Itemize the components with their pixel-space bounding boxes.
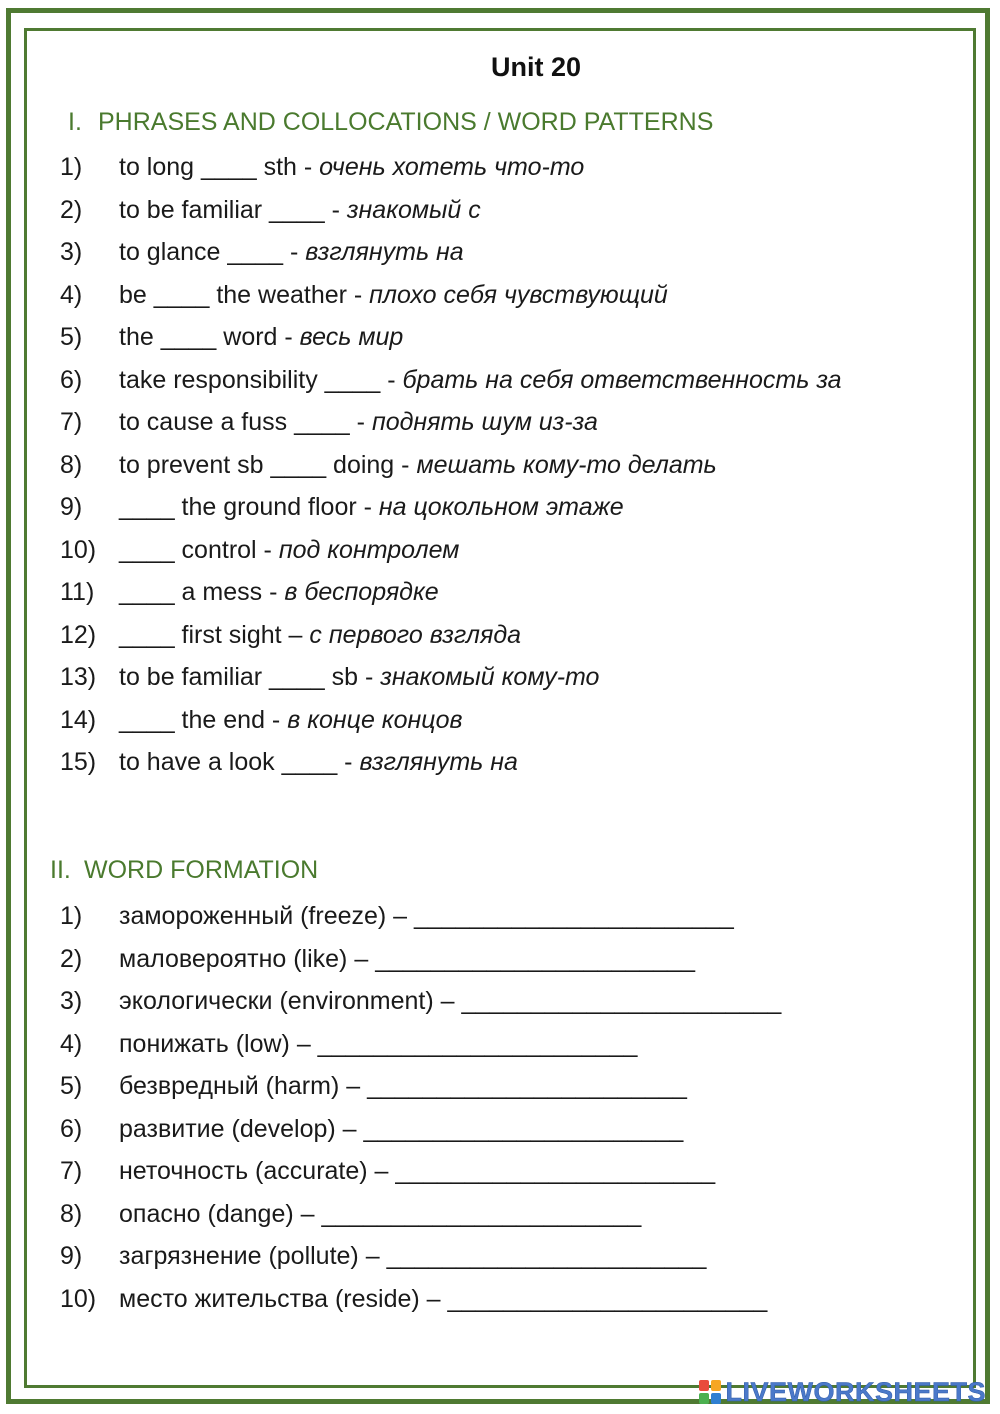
answer-blank[interactable]: _______________________ [321, 1199, 642, 1228]
item-number: 14) [60, 705, 97, 734]
english-phrase: to prevent sb ____ doing - [119, 450, 417, 479]
english-phrase: the ____ word - [119, 323, 300, 351]
russian-translation: в конце концов [287, 705, 463, 734]
item-text [119, 235, 464, 269]
item-text [119, 405, 598, 439]
section-number: II. [50, 856, 71, 884]
item-text [119, 448, 717, 482]
item-text [119, 490, 624, 524]
item-number: 7) [60, 1157, 83, 1185]
item-number: 11) [60, 578, 95, 606]
item-number: 9) [60, 493, 83, 521]
word-prompt: маловероятно (like) – [119, 944, 376, 973]
item-text [119, 278, 668, 312]
word-prompt: экологически (environment) – [119, 987, 462, 1015]
english-phrase: to be familiar ____ sb - [119, 663, 381, 691]
russian-translation: плохо себя чувствующий [369, 280, 668, 309]
english-phrase: to cause a fuss ____ - [119, 408, 372, 436]
item-number: 1) [60, 153, 83, 181]
russian-translation: брать на себя ответственность за [402, 365, 842, 394]
english-phrase: take responsibility ____ - [119, 365, 403, 394]
item-number: 13) [60, 663, 97, 691]
item-number: 4) [60, 280, 83, 309]
item-number: 8) [60, 450, 83, 479]
word-prompt: понижать (low) – [119, 1029, 318, 1058]
russian-translation: взглянуть на [305, 238, 464, 266]
item-text [119, 984, 781, 1018]
item-text [119, 575, 439, 609]
section-title: WORD FORMATION [84, 856, 319, 884]
english-phrase: be ____ the weather - [119, 280, 370, 309]
english-phrase: ____ first sight – [119, 620, 310, 649]
item-number: 4) [60, 1029, 83, 1058]
answer-blank[interactable]: _______________________ [395, 1157, 716, 1185]
russian-translation: знакомый с [346, 195, 481, 224]
section-title: PHRASES AND COLLOCATIONS / WORD PATTERNS [98, 108, 714, 136]
item-number: 5) [60, 323, 83, 351]
item-number: 12) [60, 620, 97, 649]
item-number: 15) [60, 748, 97, 776]
item-text [119, 1239, 706, 1273]
answer-blank[interactable]: _______________________ [461, 987, 782, 1015]
russian-translation: мешать кому-то делать [416, 450, 717, 479]
item-text [119, 660, 599, 694]
russian-translation: поднять шум из-за [371, 408, 598, 436]
item-text [119, 533, 459, 567]
russian-translation: на цокольном этаже [378, 493, 624, 521]
item-text [119, 703, 463, 737]
english-phrase: ____ control - [119, 535, 279, 564]
item-number: 2) [60, 195, 83, 224]
item-text [119, 618, 521, 652]
english-phrase: ____ the ground floor - [119, 493, 379, 521]
item-number: 7) [60, 408, 83, 436]
russian-translation: весь мир [299, 323, 404, 351]
answer-blank[interactable]: _______________________ [367, 1072, 687, 1100]
russian-translation: под контролем [278, 535, 460, 564]
page-title: Unit 20 [490, 52, 582, 82]
liveworksheets-watermark [699, 1376, 986, 1408]
russian-translation: в беспорядке [284, 578, 439, 606]
item-text [119, 1282, 767, 1316]
item-number: 9) [60, 1242, 83, 1270]
item-number: 10) [60, 1284, 97, 1313]
russian-translation: знакомый кому-то [380, 663, 600, 691]
item-text [119, 1069, 687, 1103]
item-text [119, 320, 403, 354]
item-number: 2) [60, 944, 83, 973]
answer-blank[interactable]: _______________________ [447, 1284, 768, 1313]
answer-blank[interactable]: _______________________ [317, 1029, 638, 1058]
item-text [119, 1112, 683, 1146]
english-phrase: to glance ____ - [119, 238, 306, 266]
answer-blank[interactable]: _______________________ [414, 902, 734, 930]
english-phrase: ____ the end - [119, 705, 288, 734]
word-prompt: развитие (develop) – [119, 1114, 364, 1143]
russian-translation: взглянуть на [359, 748, 518, 776]
item-number: 3) [60, 238, 83, 266]
item-text [119, 363, 842, 397]
item-text [119, 942, 695, 976]
word-prompt: безвредный (harm) – [119, 1072, 368, 1100]
answer-blank[interactable]: _______________________ [386, 1242, 707, 1270]
word-prompt: место жительства (reside) – [119, 1284, 448, 1313]
answer-blank[interactable]: _______________________ [375, 944, 695, 973]
item-number: 6) [60, 365, 83, 394]
section-heading-phrases [68, 108, 713, 137]
english-phrase: ____ a mess - [119, 578, 285, 606]
item-number: 5) [60, 1072, 83, 1100]
word-prompt: замороженный (freeze) – [119, 902, 415, 930]
item-text [119, 1154, 715, 1188]
item-text [119, 1027, 637, 1061]
item-number: 1) [60, 902, 83, 930]
item-text [119, 193, 481, 227]
word-prompt: загрязнение (pollute) – [119, 1242, 387, 1270]
section-number: I. [68, 108, 82, 136]
item-number: 3) [60, 987, 83, 1015]
russian-translation: с первого взгляда [309, 620, 522, 649]
word-prompt: неточность (accurate) – [119, 1157, 396, 1185]
word-prompt: опасно (dange) – [119, 1199, 322, 1228]
item-text [119, 150, 584, 184]
english-phrase: to have a look ____ - [119, 748, 360, 776]
answer-blank[interactable]: _______________________ [363, 1114, 684, 1143]
russian-translation: очень хотеть что-то [319, 153, 585, 181]
item-text [119, 899, 734, 933]
watermark-text: LIVEWORKSHEETS [725, 1376, 986, 1407]
item-number: 6) [60, 1114, 83, 1143]
item-text [119, 1197, 641, 1231]
liveworksheets-logo-icon [699, 1380, 721, 1404]
english-phrase: to be familiar ____ - [119, 195, 347, 224]
section-heading-word-formation [50, 856, 318, 885]
item-number: 10) [60, 535, 97, 564]
english-phrase: to long ____ sth - [119, 153, 320, 181]
item-text [119, 745, 518, 779]
item-number: 8) [60, 1199, 83, 1228]
